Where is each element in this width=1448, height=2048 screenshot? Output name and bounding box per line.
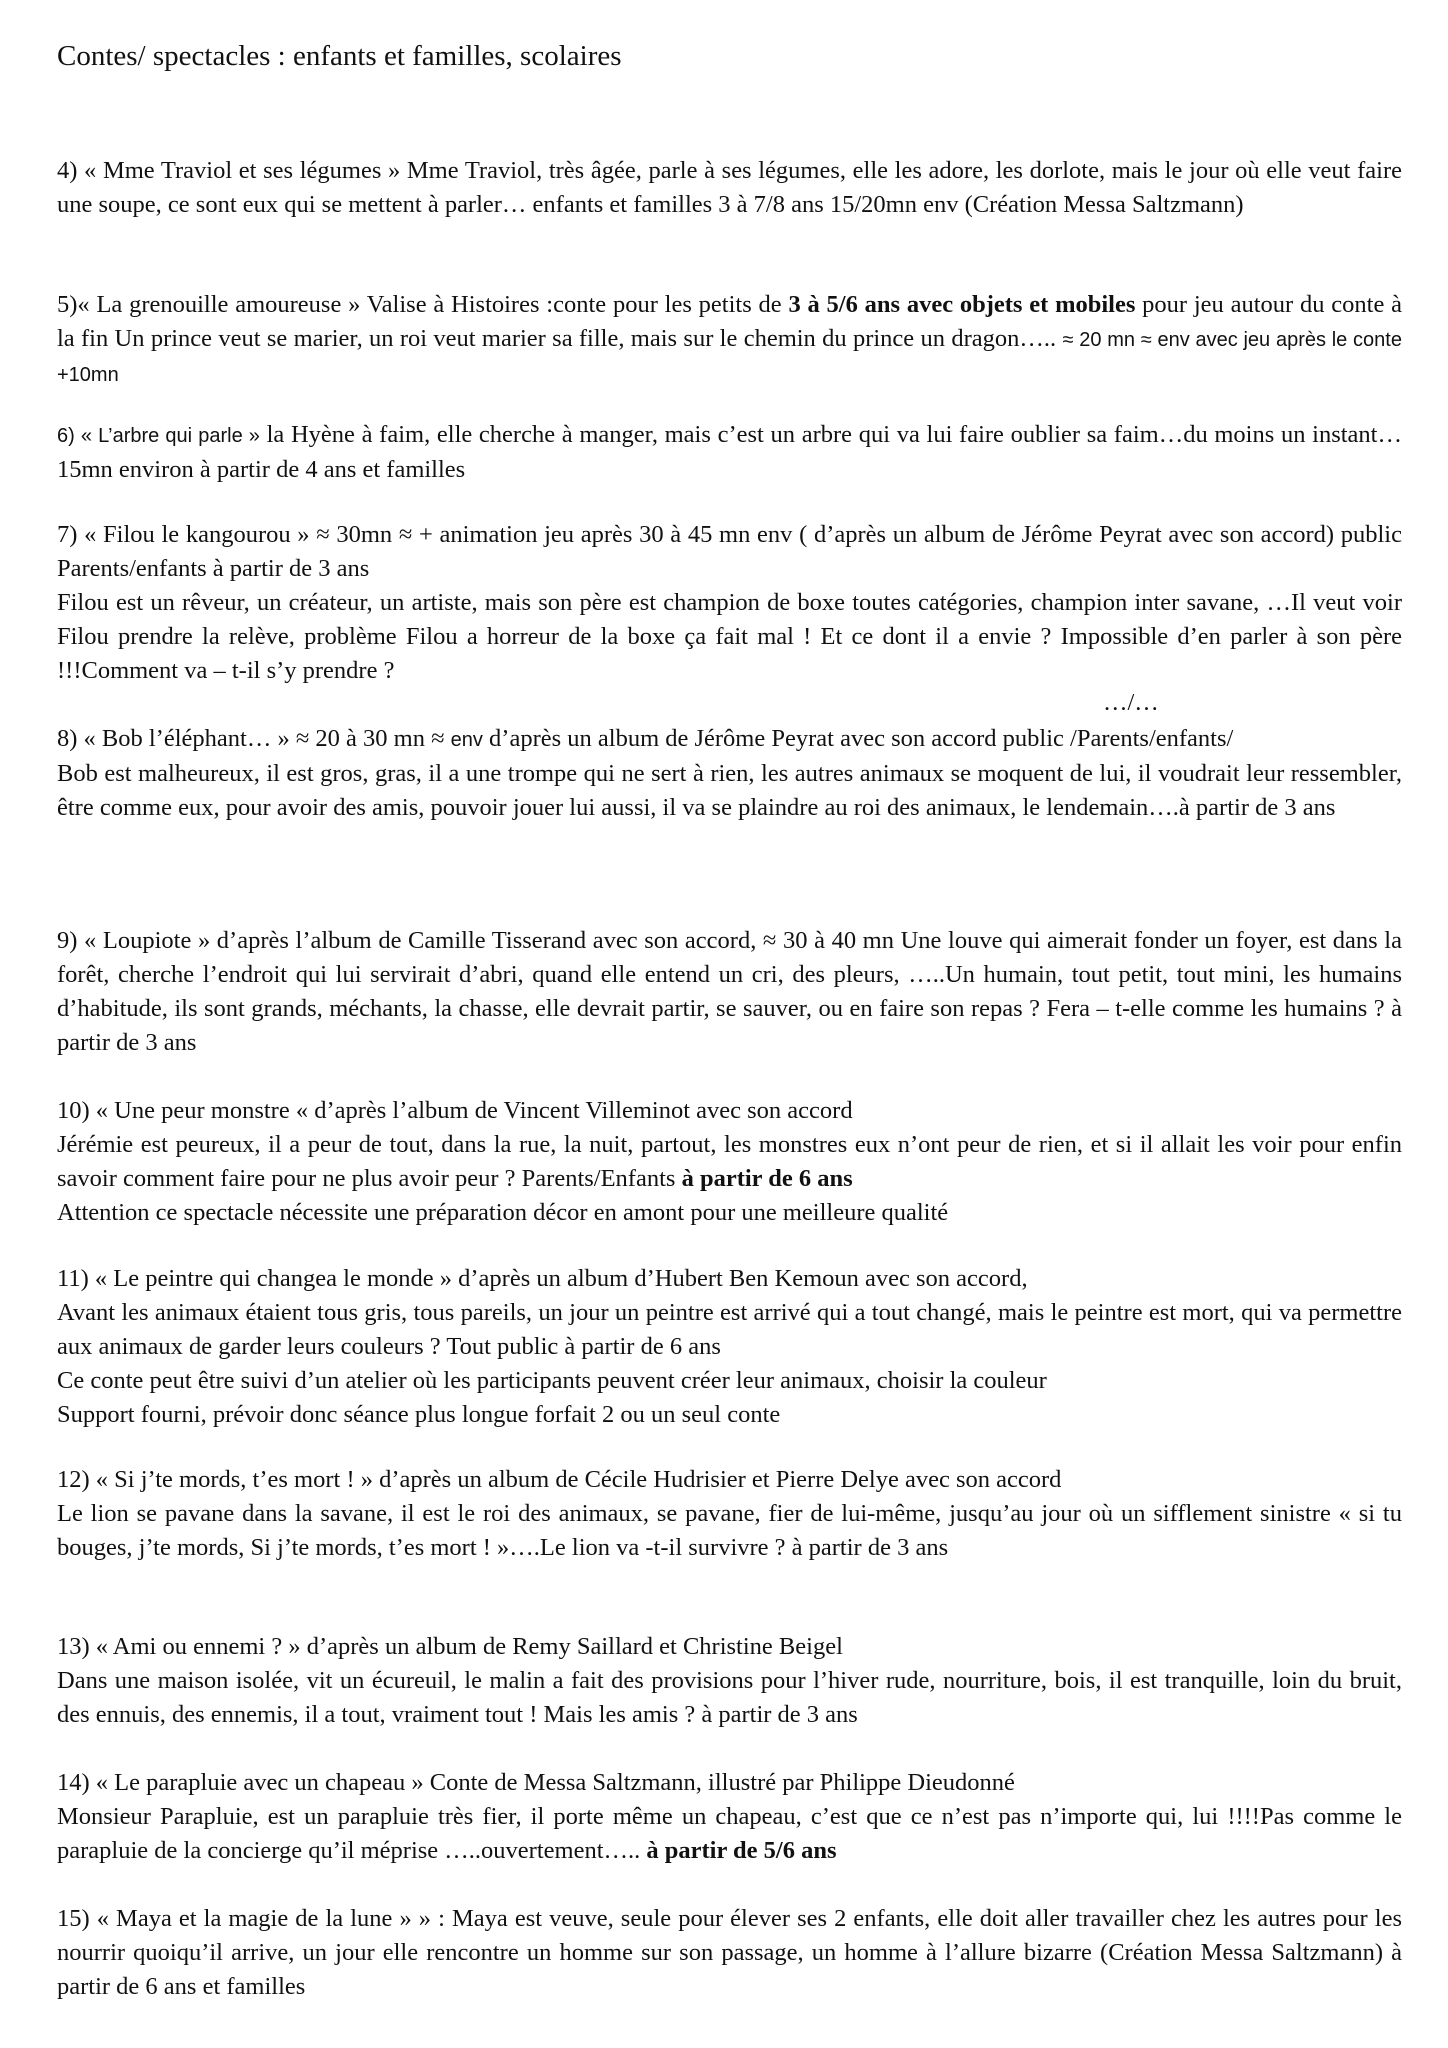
entry-text-part: 5)« La grenouille amoureuse » Valise à Histoires :conte pour les petits de <box>57 291 789 318</box>
entry-text-part: 8) « Bob l’éléphant… » ≈ 20 à 30 mn ≈ <box>57 725 451 752</box>
entry-text <box>57 418 1402 487</box>
entry-text: Avant les animaux étaient tous gris, tous pareils, un jour un peintre est arrivé qui a tout changé, mais le peintre est mort, qui va permettre aux animaux de garder leurs couleurs ? Tout public à partir de 6 ans <box>57 1299 1402 1360</box>
entry-text <box>57 1800 1402 1868</box>
page-title: Contes/ spectacles : enfants et familles, scolaires <box>57 40 622 72</box>
entry-bold-text: à partir de 6 ans <box>681 1165 853 1192</box>
entry-13-ami-ou-ennemi <box>57 1630 1402 1732</box>
entry-text: Le lion se pavane dans la savane, il est le roi des animaux, se pavane, fier de lui-même, jusqu’au jour où un sifflement sinistre « si tu bouges, j’te mords, Si j’te mords, t’es mort ! »….Le lion va -t-il survivre ? à partir de 3 ans <box>57 1500 1402 1561</box>
entry-text: 7) « Filou le kangourou » ≈ 30mn ≈ + animation jeu après 30 à 45 mn env ( d’après un album de Jérôme Peyrat avec son accord) public Parents/enfants à partir de 3 ans <box>57 521 1402 582</box>
entry-text: 13) « Ami ou ennemi ? » d’après un album de Remy Saillard et Christine Beigel <box>57 1633 843 1660</box>
entry-8-bob <box>57 722 1402 825</box>
entry-text: 14) « Le parapluie avec un chapeau » Conte de Messa Saltzmann, illustré par Philippe Dieudonné <box>57 1769 1015 1796</box>
entry-text: 10) « Une peur monstre « d’après l’album de Vincent Villeminot avec son accord <box>57 1097 853 1124</box>
entry-text: Attention ce spectacle nécessite une préparation décor en amont pour une meilleure qualité <box>57 1199 949 1226</box>
entry-text-part: pour jeu autour du conte à la fin Un prince veut se marier, un roi veut marier sa fille, mais sur le chemin du prince un dragon….. <box>57 291 1402 352</box>
entry-text: Dans une maison isolée, vit un écureuil, le malin a fait des provisions pour l’hiver rude, nourriture, bois, il est tranquille, loin du bruit, des ennuis, des ennemis, il a tout, vraiment tout ! Mais les amis ? à partir de 3 ans <box>57 1667 1402 1728</box>
entry-text-part: Monsieur Parapluie, est un parapluie très fier, il porte même un chapeau, c’est que ce n’est pas n’importe qui, lui !!!!Pas comme le parapluie de la concierge qu’il méprise …..ouvertement….. <box>57 1803 1402 1864</box>
entry-text-small: env <box>450 729 483 751</box>
entry-7-filou <box>57 518 1402 688</box>
entry-text: Filou est un rêveur, un créateur, un artiste, mais son père est champion de boxe toutes catégories, champion inter savane, …Il veut voir Filou prendre la relève, problème Filou a horreur de la boxe ça fait mal ! Et ce dont il a envie ? Impossible d’en parler à son père !!!Comment va – t-il s’y prendre ? <box>57 589 1402 684</box>
entry-text: Ce conte peut être suivi d’un atelier où les participants peuvent créer leur animaux, choisir la couleur <box>57 1367 1047 1394</box>
entry-text <box>57 722 1402 757</box>
entry-text: Support fourni, prévoir donc séance plus longue forfait 2 ou un seul conte <box>57 1401 781 1428</box>
entry-10-peur-monstre <box>57 1094 1402 1230</box>
entry-text <box>57 1128 1402 1196</box>
entry-text-part: la Hyène à faim, elle cherche à manger, mais c’est un arbre qui va lui faire oublier sa faim…du moins un instant…15mn environ à partir de 4 ans et familles <box>57 421 1402 483</box>
entry-text: 11) « Le peintre qui changea le monde » d’après un album d’Hubert Ben Kemoun avec son accord, <box>57 1265 1028 1292</box>
entry-text: Bob est malheureux, il est gros, gras, il a une trompe qui ne sert à rien, les autres animaux se moquent de lui, il voudrait leur ressembler, être comme eux, pour avoir des amis, pouvoir jouer lui aussi, il va se plaindre au roi des animaux, le lendemain….à partir de 3 ans <box>57 760 1402 821</box>
entry-5-grenouille <box>57 288 1402 392</box>
entry-14-parapluie <box>57 1766 1402 1868</box>
entry-text: 9) « Loupiote » d’après l’album de Camille Tisserand avec son accord, ≈ 30 à 40 mn Une louve qui aimerait fonder un foyer, est dans la forêt, cherche l’endroit qui lui servirait d’abri, quand elle entend un cri, des pleurs, …..Un humain, tout petit, tout mini, les humains d’habitude, ils sont grands, méchants, la chasse, elle devrait partir, se sauver, ou en faire son repas ? Fera – t-elle comme les humains ? à partir de 3 ans <box>57 927 1402 1056</box>
entry-text: 15) « Maya et la magie de la lune » » : Maya est veuve, seule pour élever ses 2 enfants, elle doit aller travailler chez les autres pour les nourrir quoiqu’il arrive, un jour elle rencontre un homme sur son passage, un homme à l’allure bizarre (Création Messa Saltzmann) à partir de 6 ans et familles <box>57 1905 1402 2000</box>
entry-text <box>57 288 1402 392</box>
entry-4-mme-traviol <box>57 154 1402 222</box>
entry-text: 4) « Mme Traviol et ses légumes » Mme Traviol, très âgée, parle à ses légumes, elle les adore, les dorlote, mais le jour où elle veut faire une soupe, ce sont eux qui se mettent à parler… enfants et familles 3 à 7/8 ans 15/20mn env (Création Messa Saltzmann) <box>57 157 1402 218</box>
entry-text-part: d’après un album de Jérôme Peyrat avec son accord public /Parents/enfants/ <box>482 725 1234 752</box>
entry-12-si-jte-mords <box>57 1463 1402 1565</box>
entry-9-loupiote <box>57 924 1402 1060</box>
entry-bold-text: à partir de 5/6 ans <box>646 1837 837 1864</box>
entry-heading-small: 6) « L’arbre qui parle » <box>57 425 260 447</box>
entry-text-part: Jérémie est peureux, il a peur de tout, dans la rue, la nuit, partout, les monstres eux n’ont peur de rien, et si il allait les voir pour enfin savoir comment faire pour ne plus avoir peur ? Parents/Enfants <box>57 1131 1402 1192</box>
entry-15-maya <box>57 1902 1402 2004</box>
entry-bold-text: 3 à 5/6 ans avec objets et mobiles <box>788 291 1136 318</box>
entry-text: 12) « Si j’te mords, t’es mort ! » d’après un album de Cécile Hudrisier et Pierre Delye avec son accord <box>57 1466 1062 1493</box>
entry-11-peintre <box>57 1262 1402 1432</box>
continuation-mark: …/… <box>1103 689 1159 716</box>
entry-6-arbre <box>57 418 1402 487</box>
entry-duration-note: ≈ 20 mn ≈ env avec jeu après le conte +10mn <box>57 329 1402 386</box>
